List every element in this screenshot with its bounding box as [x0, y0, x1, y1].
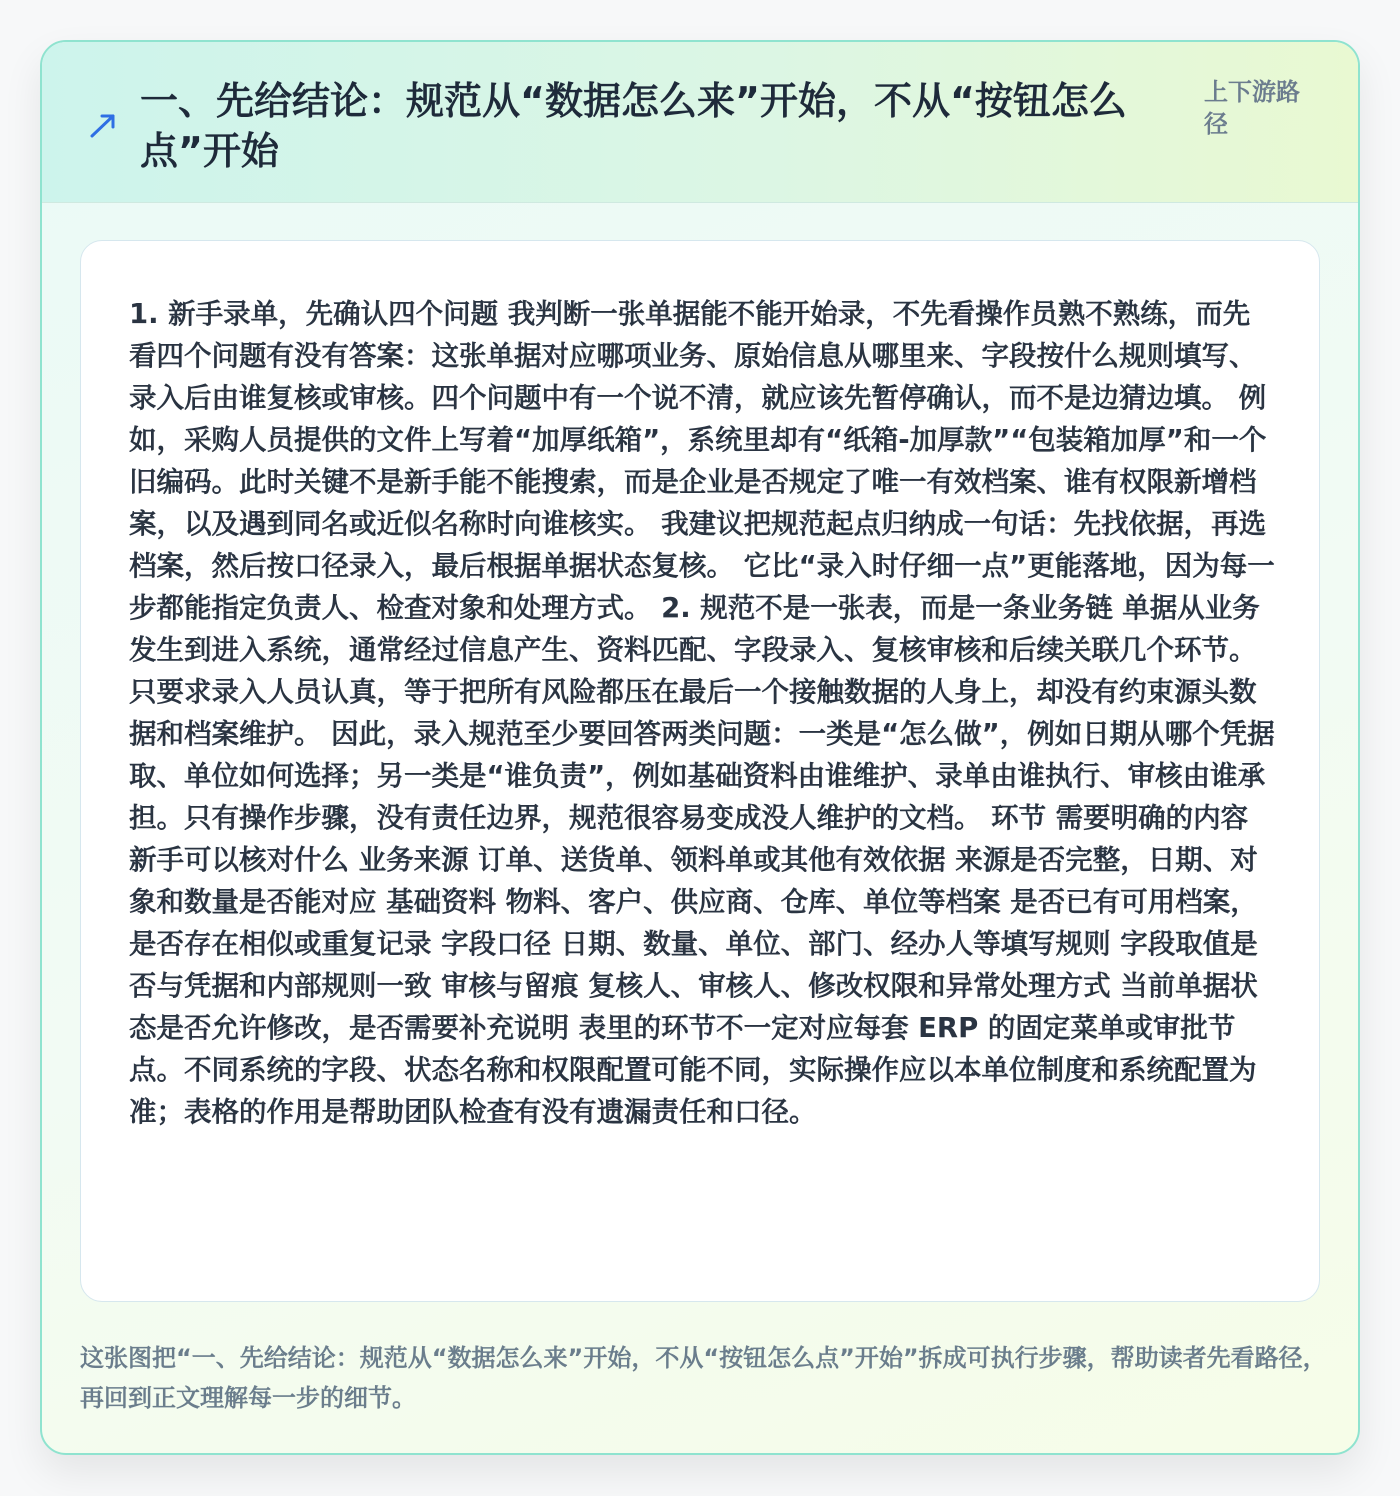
trend-arrow-icon [88, 110, 118, 140]
card-header [42, 42, 1358, 203]
figure-caption: 这张图把“一、先给结论：规范从“数据怎么来”开始，不从“按钮怎么点”开始”拆成可执行步骤，帮助读者先看路径，再回到正文理解每一步的细节。 [80, 1344, 1327, 1412]
body-text: 1. 新手录单，先确认四个问题 我判断一张单据能不能开始录，不先看操作员熟不熟练，而先看四个问题有没有答案：这张单据对应哪项业务、原始信息从哪里来、字段按什么规则填写、录入后由谁复核或审核。四个问题中有一个说不清，就应该先暂停确认，而不是边猜边填。 例如，采购人员提供的文件上写着“加厚纸箱”，系统里却有“纸箱-加厚款”“包装箱加厚”和一个旧编码。此时关键不是新手能不能搜索，而是企业是否规定了唯一有效档案、谁有权限新增档案，以及遇到同名或近似名称时向谁核实。 我建议把规范起点归纳成一句话：先找依据，再选档案，然后按口径录入，最后根据单据状态复核。 它比“录入时仔细一点”更能落地，因为每一步都能指定负责人、检查对象和处理方式。 2. 规范不是一张表，而是一条业务链 单据从业务发生到进入系统，通常经过信息产生、资料匹配、字段录入、复核审核和后续关联几个环节。只要求录入人员认真，等于把所有风险都压在最后一个接触数据的人身上，却没有约束源头数据和档案维护。 因此，录入规范至少要回答两类问题：一类是“怎么做”，例如日期从哪个凭据取、单位如何选择；另一类是“谁负责”，例如基础资料由谁维护、录单由谁执行、审核由谁承担。只有操作步骤，没有责任边界，规范很容易变成没人维护的文档。 环节 需要明确的内容 新手可以核对什么 业务来源 订单、送货单、领料单或其他有效依据 来源是否完整，日期、对象和数量是否能对应 基础资料 物料、客户、供应商、仓库、单位等档案 是否已有可用档案，是否存在相似或重复记录 字段口径 日期、数量、单位、部门、经办人等填写规则 字段取值是否与凭据和内部规则一致 审核与留痕 复核人、审核人、修改权限和异常处理方式 当前单据状态是否允许修改，是否需要补充说明 表里的环节不一定对应每套 ERP 的固定菜单或审批节点。不同系统的字段、状态名称和权限配置可能不同，实际操作应以本单位制度和系统配置为准；表格的作用是帮助团队检查有没有遗漏责任和口径。 [129, 298, 1275, 1128]
content-panel [80, 240, 1320, 1302]
summary-card [40, 40, 1360, 1455]
flow-tag: 上下游路径 [1204, 78, 1300, 138]
card-title: 一、先给结论：规范从“数据怎么来”开始，不从“按钮怎么点”开始 [140, 79, 1127, 173]
